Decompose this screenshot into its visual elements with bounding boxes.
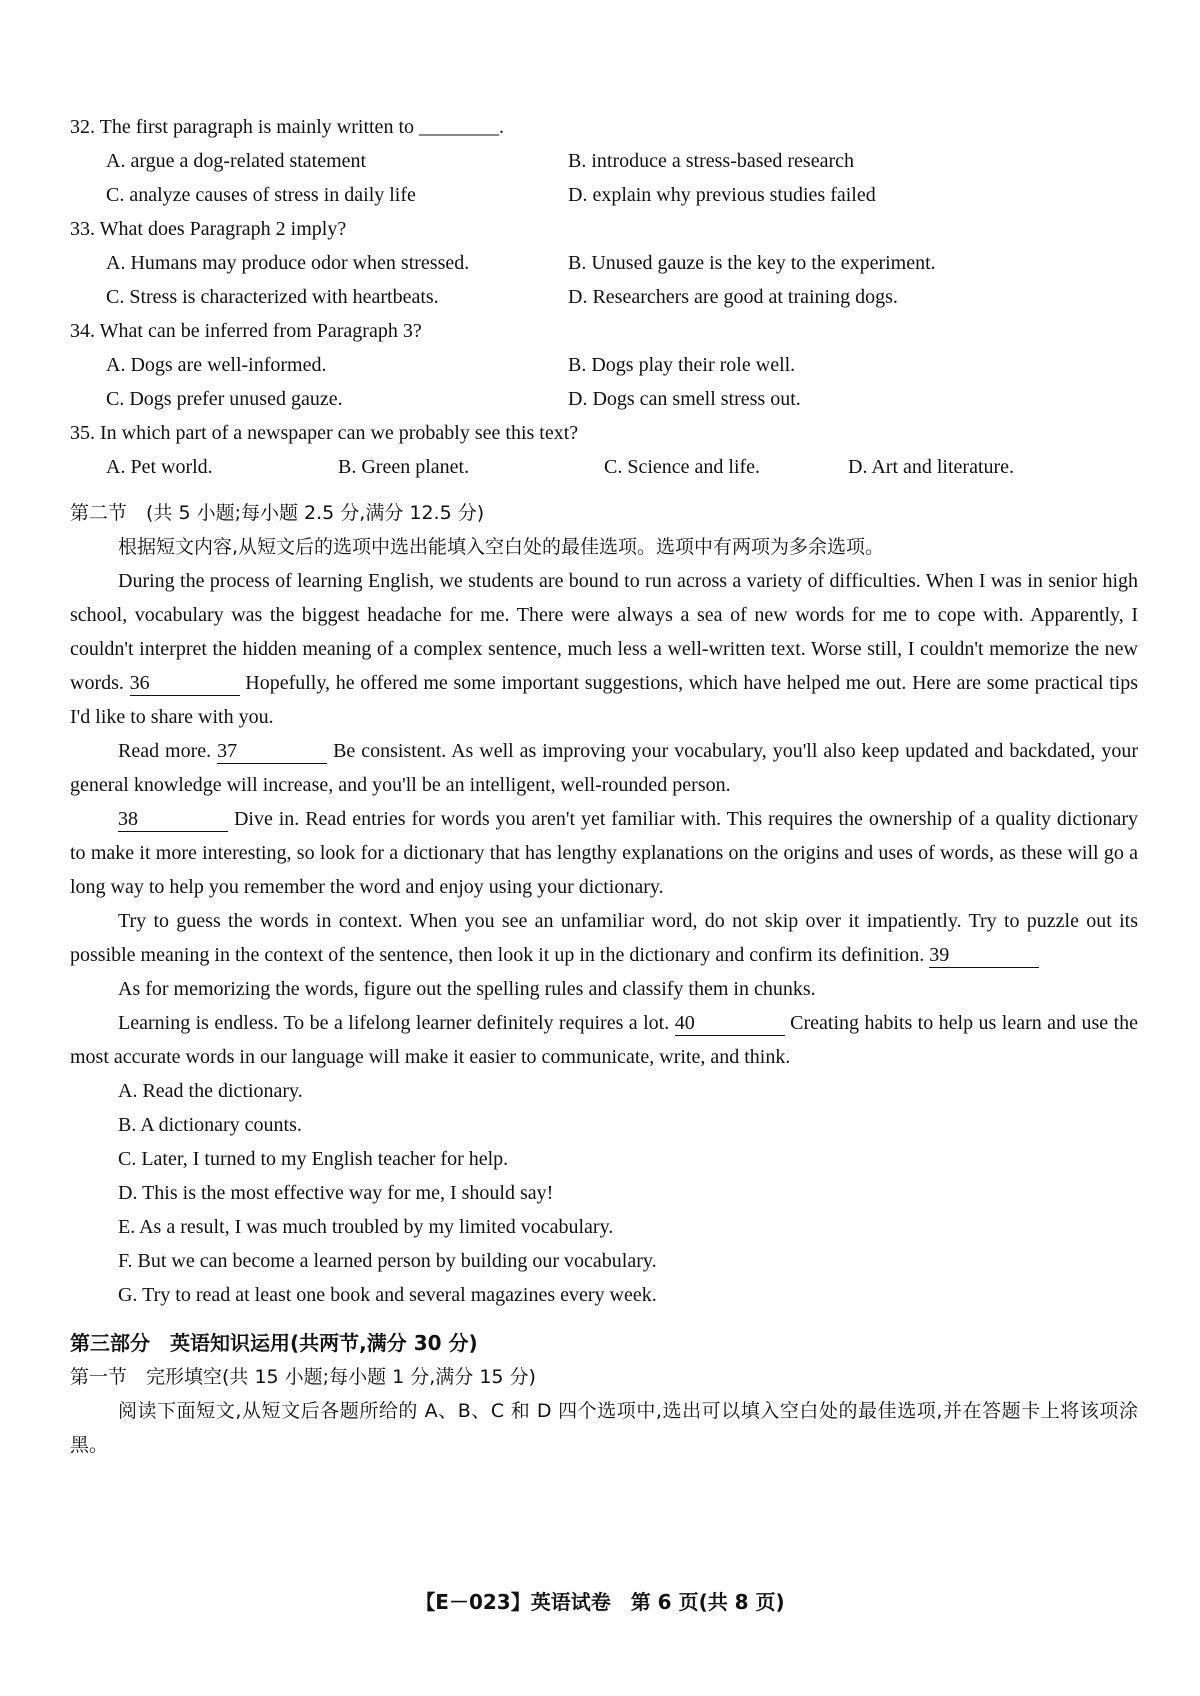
option-32b: B. introduce a stress-based research (568, 150, 854, 172)
blank-38: 38 (118, 807, 228, 832)
choice-g: G. Try to read at least one book and several magazines every week. (118, 1284, 657, 1306)
question-33-options-row1 (70, 246, 1138, 280)
passage-p6-text-b: Creating habits to help us learn and use the most accurate words in our language will make it easier to communicate, write, and think. (70, 1012, 1139, 1068)
option-33a: A. Humans may produce odor when stressed. (106, 252, 470, 274)
passage-paragraph-6 (70, 1006, 1138, 1074)
question-34-options-row1 (70, 348, 1138, 382)
passage-paragraph-1 (70, 564, 1138, 734)
passage-p2-text-a: Read more. (118, 740, 212, 762)
passage-p1-text-b: Hopefully, he offered me some important suggestions, which have helped me out. Here are some practical tips I'd like to share with you. (70, 672, 1139, 728)
passage-p4-text: Try to guess the words in context. When you see an unfamiliar word, do not skip over it impatiently. Try to puzzle out its possible meaning in the context of the sentence, then look it up in the dictionary and confirm its definition. (70, 910, 1138, 966)
question-34-options-row2 (70, 382, 1138, 416)
option-33c: C. Stress is characterized with heartbeats. (106, 286, 439, 308)
question-32-stem: 32. The first paragraph is mainly written to ________. (70, 116, 504, 138)
passage-p1-text-a: During the process of learning English, we students are bound to run across a variety of difficulties. When I was in senior high school, vocabulary was the biggest headache for me. There were always a sea of new words for me to cope with. Apparently, I couldn't interpret the hidden meaning of a complex sentence, much less a well-written text. Worse still, I couldn't memorize the new words. (70, 570, 1138, 694)
option-32c: C. analyze causes of stress in daily life (106, 184, 416, 206)
part-3-instruction: 阅读下面短文,从短文后各题所给的 A、B、C 和 D 四个选项中,选出可以填入空白处的最佳选项,并在答题卡上将该项涂黑。 (70, 1400, 1138, 1456)
passage-paragraph-3 (70, 802, 1138, 904)
option-32a: A. argue a dog-related statement (106, 150, 367, 172)
question-35-stem: 35. In which part of a newspaper can we probably see this text? (70, 422, 579, 444)
question-35-options (70, 450, 1138, 484)
section-2-instruction: 根据短文内容,从短文后的选项中选出能填入空白处的最佳选项。选项中有两项为多余选项。 (118, 536, 885, 558)
option-35c: C. Science and life. (604, 456, 761, 478)
section-2-title: 第二节 (共 5 小题;每小题 2.5 分,满分 12.5 分) (70, 502, 485, 524)
blank-39: 39 (929, 943, 1039, 968)
part-3-title: 第三部分 英语知识运用(共两节,满分 30 分) (70, 1331, 478, 1355)
passage-p2-text-b: Be consistent. As well as improving your vocabulary, you'll also keep updated and backdated, your general knowledge will increase, and you'll be an intelligent, well-rounded person. (70, 740, 1139, 796)
question-32-options-row1 (70, 144, 1138, 178)
blank-40: 40 (675, 1011, 785, 1036)
choice-b: B. A dictionary counts. (118, 1114, 302, 1136)
choice-a: A. Read the dictionary. (118, 1080, 303, 1102)
blank-36: 36 (130, 671, 240, 696)
passage-paragraph-5: As for memorizing the words, figure out the spelling rules and classify them in chunks. (118, 978, 816, 1000)
option-35b: B. Green planet. (338, 456, 470, 478)
passage-paragraph-2 (70, 734, 1138, 802)
passage-paragraph-4 (70, 904, 1138, 972)
option-34b: B. Dogs play their role well. (568, 354, 796, 376)
exam-page (70, 110, 1138, 1462)
choice-d: D. This is the most effective way for me, I should say! (118, 1182, 554, 1204)
option-35a: A. Pet world. (106, 456, 213, 478)
option-35d: D. Art and literature. (848, 456, 1015, 478)
answer-choices (70, 1074, 1138, 1312)
blank-37: 37 (217, 739, 327, 764)
question-32-options-row2 (70, 178, 1138, 212)
choice-c: C. Later, I turned to my English teacher for help. (118, 1148, 509, 1170)
option-34c: C. Dogs prefer unused gauze. (106, 388, 343, 410)
option-32d: D. explain why previous studies failed (568, 184, 876, 206)
option-33b: B. Unused gauze is the key to the experiment. (568, 252, 936, 274)
part-3-section-1-title: 第一节 完形填空(共 15 小题;每小题 1 分,满分 15 分) (70, 1366, 536, 1388)
passage-p6-text-a: Learning is endless. To be a lifelong learner definitely requires a lot. (118, 1012, 670, 1034)
page-footer: 【E－023】英语试卷 第 6 页(共 8 页) (415, 1590, 785, 1614)
passage-p3-text: Dive in. Read entries for words you aren't yet familiar with. This requires the ownership of a quality dictionary to make it more interesting, so look for a dictionary that has lengthy explanations on the origins and uses of words, as these will go a long way to help you remember the word and enjoy using your dictionary. (70, 808, 1139, 898)
option-34d: D. Dogs can smell stress out. (568, 388, 801, 410)
choice-e: E. As a result, I was much troubled by my limited vocabulary. (118, 1216, 614, 1238)
question-33-options-row2 (70, 280, 1138, 314)
choice-f: F. But we can become a learned person by building our vocabulary. (118, 1250, 657, 1272)
option-34a: A. Dogs are well-informed. (106, 354, 327, 376)
question-34-stem: 34. What can be inferred from Paragraph 3? (70, 320, 422, 342)
question-33-stem: 33. What does Paragraph 2 imply? (70, 218, 347, 240)
option-33d: D. Researchers are good at training dogs. (568, 286, 898, 308)
